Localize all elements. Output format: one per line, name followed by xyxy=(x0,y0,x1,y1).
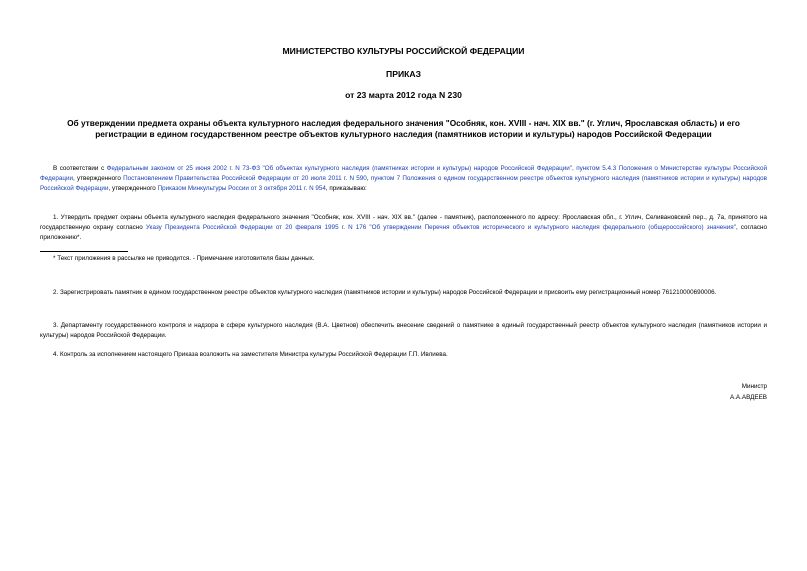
registry-regulation-link[interactable]: пунктом 7 Положения о едином государственном реестре объектов культурного наследия (памятников истории и культуры) народов Российской Федерации xyxy=(40,175,768,192)
presidential-decree-link[interactable]: Указу Президента Российской Федерации от 20 февраля 1995 г. N 176 "Об утверждении Перечня объектов исторического и культурного наследия федерального (общероссийского) значения" xyxy=(145,224,736,231)
item-1-paragraph xyxy=(40,213,767,243)
item-1-text-2: , согласно приложению*. xyxy=(40,224,767,241)
subject-line-2: регистрации в едином государственном реестре объектов культурного наследия (памятников истории и культуры) народов Российской Федерации xyxy=(95,129,712,139)
footnote-text: * Текст приложения в рассылке не приводится. - Примечание изготовителя базы данных. xyxy=(53,255,315,262)
subject-line-1: Об утверждении предмета охраны объекта культурного наследия федерального значения "Особняк, кон. XVIII - нач. XIX вв." (г. Углич, Ярославская область) и его xyxy=(67,118,740,128)
footnote-divider xyxy=(40,251,128,252)
item-3-paragraph: 3. Департаменту государственного контроля и надзора в сфере культурного наследия (В.А. Цветнов) обеспечить внесение сведений о памятнике в единый государственный реестр объектов культурного наследия (памятников истории и культуры) народов Российской Федерации. xyxy=(40,322,767,339)
item-2-paragraph: 2. Зарегистрировать памятник в едином государственном реестре объектов культурного наследия (памятников истории и культуры) народов Российской Федерации и присвоить ему регистрационный номер 761210000690006. xyxy=(53,289,717,296)
ministry-order-link[interactable]: Приказом Минкультуры России от 3 октября 2011 г. N 954 xyxy=(157,185,326,192)
item-4-paragraph: 4. Контроль за исполнением настоящего Приказа возложить на заместителя Министра культуры Российской Федерации Г.П. Ивлиева. xyxy=(53,351,448,358)
date-number-heading: от 23 марта 2012 года N 230 xyxy=(345,90,462,100)
doc-type-heading: ПРИКАЗ xyxy=(386,69,421,79)
item-1-text-1: 1. Утвердить предмет охраны объекта культурного наследия федерального значения "Особняк, кон. XVIII - нач. XIX вв." (далее - памятник), расположенного по адресу: Ярославская обл., г. Углич, Селивановский пер., д. 7а, принятого на государственную охрану согласно xyxy=(40,214,767,231)
ministry-heading: МИНИСТЕРСТВО КУЛЬТУРЫ РОССИЙСКОЙ ФЕДЕРАЦИИ xyxy=(282,46,525,56)
preamble-text-4: , утвержденного xyxy=(108,185,158,192)
preamble-text-3: , xyxy=(366,175,371,182)
document-subject xyxy=(40,118,767,140)
preamble-text-5: , приказываю: xyxy=(325,185,367,192)
signatory-name: А.А.АВДЕЕВ xyxy=(729,394,767,401)
preamble-paragraph xyxy=(40,164,767,194)
preamble-text-1: В соответствии с xyxy=(53,165,107,172)
signature-block xyxy=(567,381,767,403)
government-decree-link[interactable]: Постановлением Правительства Российской Федерации от 20 июля 2011 г. N 590 xyxy=(123,175,367,182)
federal-law-link[interactable]: Федеральным законом от 25 июня 2002 г. N 73-ФЗ "Об объектах культурного наследия (памятниках истории и культуры) народов Российской Федерации", пунктом 5.4.3 Положения о Министерстве культуры Российской Федерации xyxy=(40,165,767,182)
preamble-text-2: , утвержденного xyxy=(72,175,124,182)
signatory-title: Министр xyxy=(741,383,767,390)
